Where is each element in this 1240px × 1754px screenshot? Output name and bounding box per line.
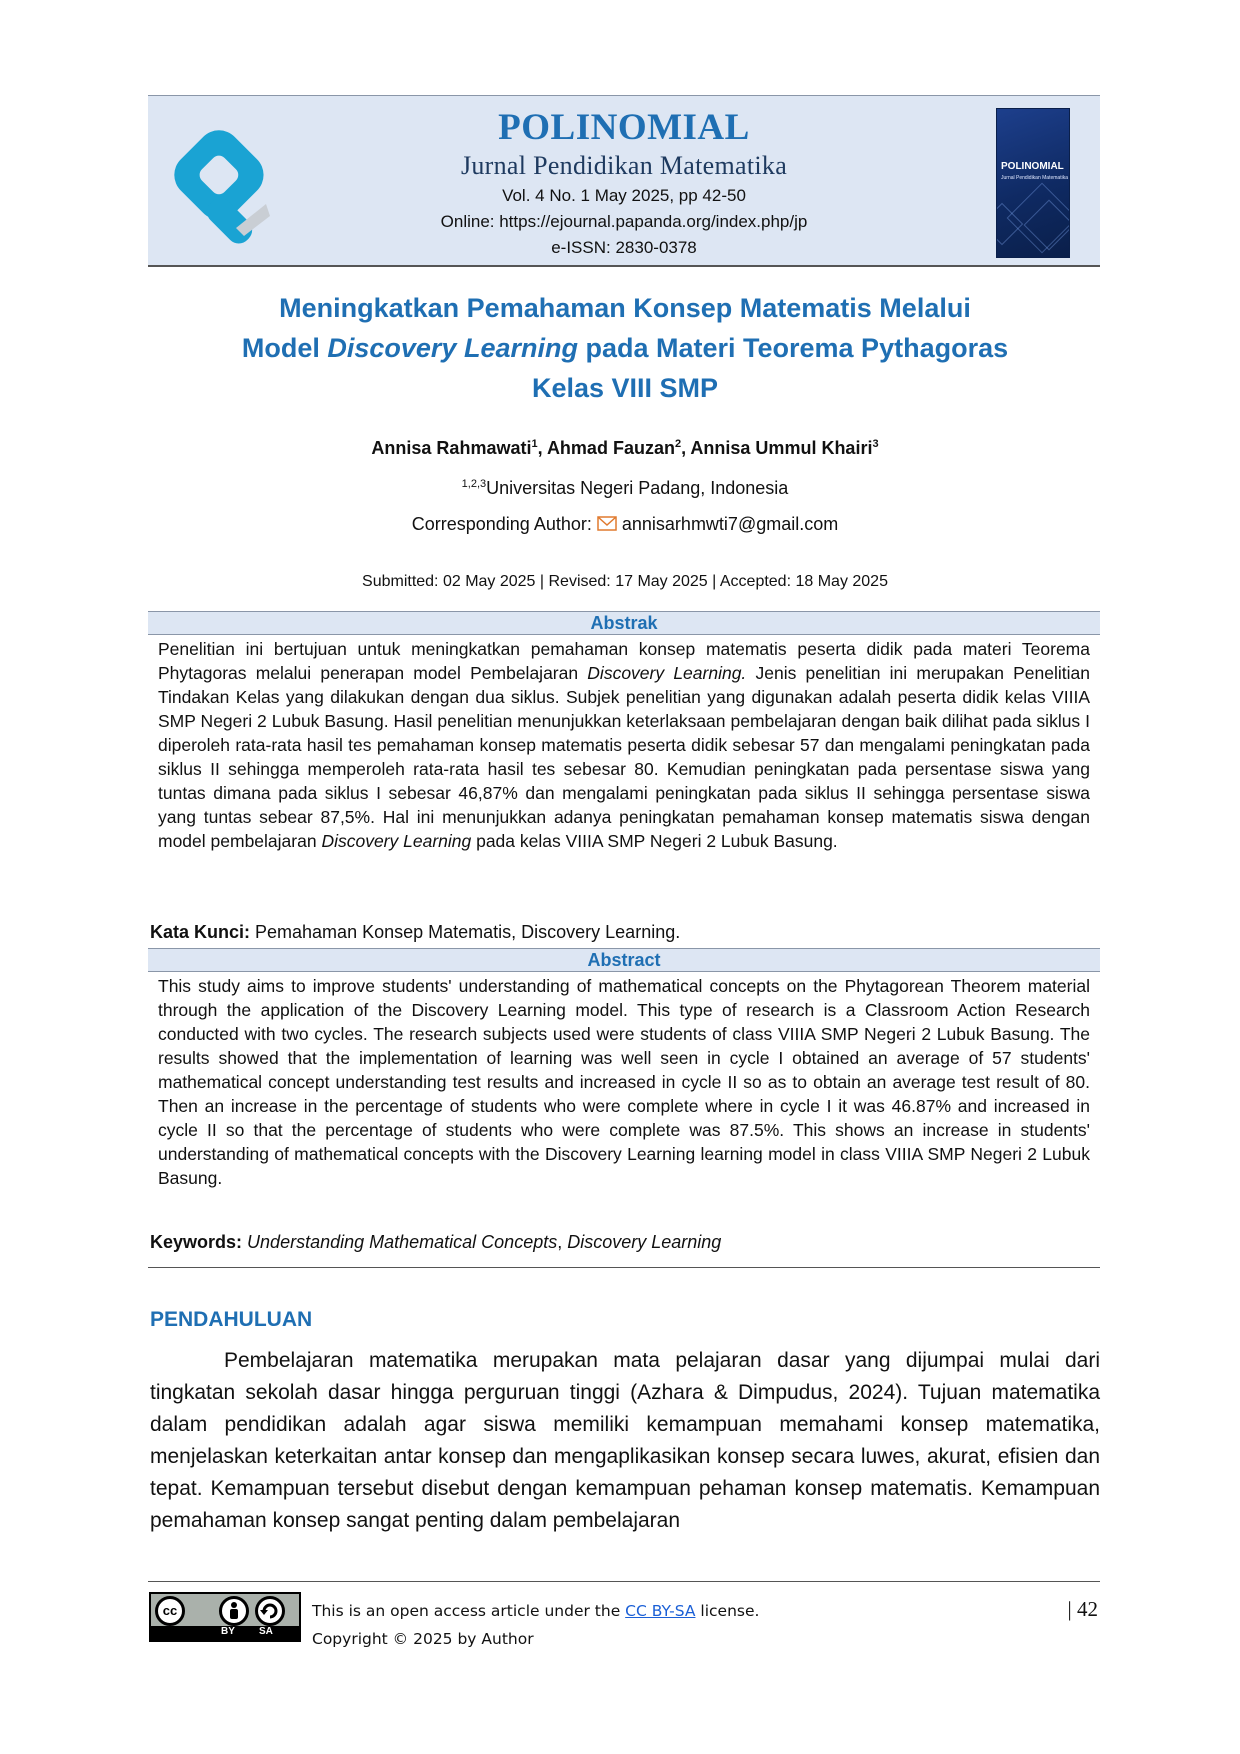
cc-by-sa-link[interactable]: CC BY-SA	[625, 1602, 696, 1620]
abstrak-text-part: Penelitian ini bertujuan untuk meningkatkan pemahaman konsep matematis peserta didik pada materi Teorema Phytagoras melalui penerapan model Pembelajaran	[158, 639, 1090, 683]
license-post: license.	[695, 1602, 760, 1620]
abstrak-text-italic: Discovery Learning.	[587, 663, 747, 683]
journal-header	[148, 95, 1100, 267]
divider	[148, 1267, 1100, 1268]
title-line-3: Kelas VIII SMP	[531, 373, 719, 403]
title-line-2-italic: Discovery Learning	[327, 333, 578, 363]
license-pre: This is an open access article under the	[312, 1602, 626, 1620]
page-number: | 42	[1067, 1597, 1098, 1621]
abstrak-heading: Abstrak	[148, 611, 1100, 635]
keywords-label: Keywords:	[150, 1232, 243, 1252]
section-heading: PENDAHULUAN	[150, 1308, 313, 1331]
license-line	[312, 1597, 759, 1625]
cc-icon: cc	[155, 1596, 185, 1626]
kata-kunci	[150, 922, 1100, 943]
abstrak-text-italic: Discovery Learning	[321, 831, 472, 851]
corresponding-label: Corresponding Author:	[411, 514, 597, 534]
abstrak-text-part: pada kelas VIIIA SMP Negeri 2 Lubuk Basung.	[471, 831, 838, 851]
cc-sa-label: SA	[259, 1626, 273, 1637]
kata-kunci-label: Kata Kunci:	[150, 922, 251, 942]
journal-name: POLINOMIAL	[498, 107, 750, 148]
cc-by-label: BY	[221, 1626, 235, 1637]
cover-title: POLINOMIAL	[1001, 161, 1064, 172]
title-line-2-pre: Model	[241, 333, 328, 363]
affiliation-text: Universitas Negeri Padang, Indonesia	[486, 478, 789, 498]
abstract-heading: Abstract	[148, 948, 1100, 972]
title-line-2	[150, 328, 1100, 368]
issn: e-ISSN: 2830-0378	[551, 238, 697, 257]
author-affil-sup: 3	[872, 438, 879, 450]
cc-by-sa-badge-icon[interactable]	[149, 1592, 301, 1642]
submission-dates: Submitted: 02 May 2025 | Revised: 17 May 2025 | Accepted: 18 May 2025	[362, 573, 888, 590]
footer-divider	[148, 1581, 1100, 1582]
kata-kunci-text: Pemahaman Konsep Matematis, Discovery Learning.	[250, 922, 681, 942]
title-line-2-post: pada Materi Teorema Pythagoras	[577, 333, 1009, 363]
author-name: Ahmad Fauzan	[546, 438, 675, 458]
license-notice	[312, 1597, 759, 1653]
title-line-1: Meningkatkan Pemahaman Konsep Matematis Melalui	[279, 293, 971, 323]
keyword-separator: ,	[557, 1232, 568, 1252]
online-url: Online: https://ejournal.papanda.org/index.php/jp	[440, 212, 808, 231]
keyword-2: Discovery Learning	[567, 1232, 722, 1252]
keywords	[150, 1232, 1100, 1253]
author-list	[150, 438, 1100, 459]
by-person-icon	[219, 1596, 249, 1626]
author-name: Annisa Rahmawati	[371, 438, 532, 458]
article-title	[150, 288, 1100, 408]
abstrak-text-part: Jenis penelitian ini merupakan Penelitian Tindakan Kelas yang dilakukan dengan dua siklus. Subjek penelitian yang digunakan adalah peserta didik kelas VIIIA SMP Negeri 2 Lubuk Basung. Hasil penelitian menunjukkan keterlaksaan pembelajaran dengan baik dilihat pada siklus I diperoleh rata-rata hasil tes pemahaman konsep matematis peserta didik sebesar 57 dan mengalami peningkatan pada siklus II sehingga memperoleh rata-rata hasil tes sebesar 80. Kemudian peningkatan pada persentase siswa yang tuntas dimana pada siklus I sebesar 46,87% dan mengalami peningkatan pada siklus II sehingga persentase siswa yang tuntas sebear 87,5%. Hal ini menunjukkan adanya peningkatan pemahaman konsep matematis siswa dengan model pembelajaran	[158, 663, 1090, 851]
cc-badge-upper	[151, 1594, 299, 1626]
affiliation	[150, 478, 1100, 499]
journal-cover-thumbnail	[996, 108, 1070, 258]
envelope-icon	[597, 516, 617, 531]
abstract-text: This study aims to improve students' understanding of mathematical concepts on the Phytagorean Theorem material through the application of the Discovery Learning model. This type of research is a Classroom Action Research conducted with two cycles. The research subjects used were students of class VIIIA SMP Negeri 2 Lubuk Basung. The results showed that the implementation of learning was well seen in cycle I obtained an average of 57 students' mathematical concept understanding test results and increased in cycle II so as to obtain an average test result of 80. Then an increase in the percentage of students who were complete where in cycle I it was 46.87% and increased in cycle II so that the percentage of students who were complete was 87.5%. This shows an increase in students' understanding of mathematical concepts with the Discovery Learning learning model in class VIIIA SMP Negeri 2 Lubuk Basung.	[158, 976, 1090, 1188]
author-affil-sup: 1	[531, 438, 538, 450]
copyright: Copyright © 2025 by Author	[312, 1630, 534, 1648]
abstrak-text	[158, 637, 1090, 853]
author-affil-sup: 2	[674, 438, 682, 450]
affiliation-sup: 1,2,3	[461, 478, 487, 490]
section-body: Pembelajaran matematika merupakan mata pelajaran dasar yang dijumpai mulai dari tingkatan sekolah dasar hingga perguruan tinggi (Azhara & Dimpudus, 2024). Tujuan matematika dalam pendidikan adalah agar siswa memiliki kemampuan memahami konsep matematika, menjelaskan keterkaitan antar konsep dan mengaplikasikan konsep secara luwes, akurat, efisien dan tepat. Kemampuan tersebut disebut dengan kemampuan pehaman konsep matematis. Kemampuan pemahaman konsep sangat penting dalam pembelajaran	[150, 1349, 1100, 1532]
sa-share-icon	[255, 1596, 285, 1626]
author-name: Annisa Ummul Khairi	[690, 438, 873, 458]
volume-info: Vol. 4 No. 1 May 2025, pp 42-50	[502, 186, 746, 205]
keyword-1: Understanding Mathematical Concepts	[247, 1232, 558, 1252]
corresponding-author	[150, 514, 1100, 535]
journal-subtitle: Jurnal Pendidikan Matematika	[460, 151, 788, 180]
author-separator: ,	[681, 438, 691, 458]
corresponding-email[interactable]: annisarhmwti7@gmail.com	[621, 514, 839, 534]
cover-subtitle: Jurnal Pendidikan Matematika	[1001, 175, 1068, 181]
author-separator: ,	[537, 438, 547, 458]
